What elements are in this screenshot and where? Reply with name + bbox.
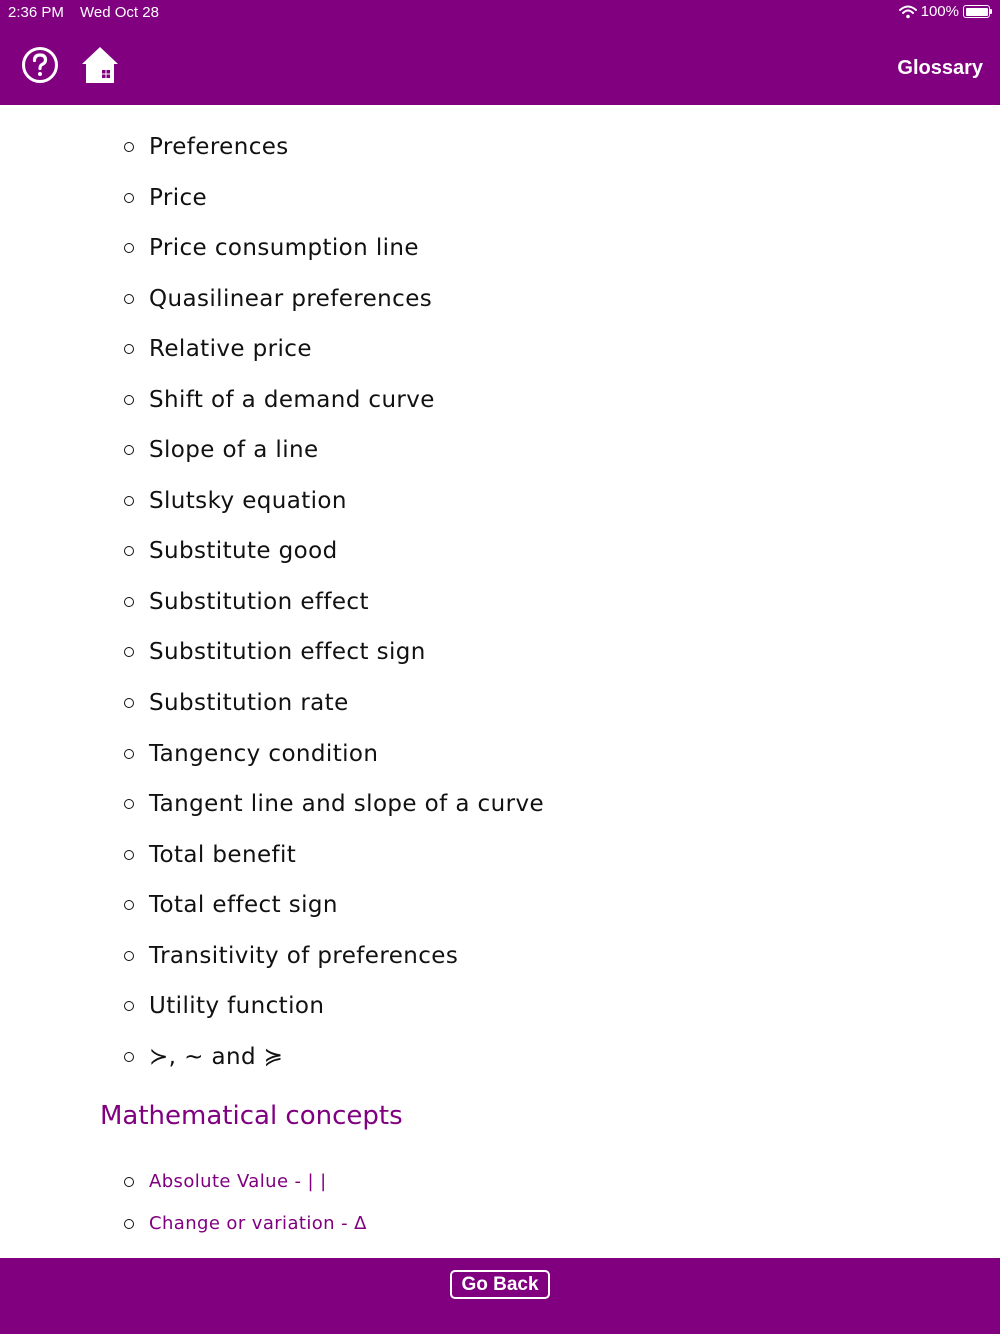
go-back-button[interactable]: Go Back [450,1270,550,1299]
list-item[interactable] [0,481,1000,532]
bullet-icon [124,193,134,203]
bullet-icon [124,850,134,860]
term-label: Substitution effect [149,588,369,615]
bullet-icon [124,647,134,657]
list-item[interactable] [0,683,1000,734]
top-bar [0,0,1000,105]
list-item[interactable] [0,531,1000,582]
term-label: Substitute good [149,538,338,565]
term-label: Total benefit [149,841,297,868]
list-item[interactable] [0,582,1000,633]
term-label: Utility function [149,993,325,1020]
bullet-icon [124,1219,134,1229]
term-label: Substitution effect sign [149,639,426,666]
term-label: Price consumption line [149,235,419,262]
bullet-icon [124,395,134,405]
term-label: Tangent line and slope of a curve [149,791,545,818]
list-item[interactable] [0,228,1000,279]
term-label: Total effect sign [149,892,338,919]
status-date: Wed Oct 28 [80,4,159,21]
term-label: Tangency condition [149,740,379,767]
bullet-icon [124,142,134,152]
section-title: Mathematical concepts [100,1101,403,1131]
content-area[interactable] [0,105,1000,1258]
math-concept-list [0,1167,1000,1251]
list-item[interactable] [0,1167,1000,1209]
list-item[interactable] [0,885,1000,936]
term-label: Price [149,184,208,211]
bullet-icon [124,597,134,607]
term-label: Shift of a demand curve [149,386,435,413]
term-label: Relative price [149,336,312,363]
bullet-icon [124,749,134,759]
bottom-bar [0,1258,1000,1334]
list-item[interactable] [0,380,1000,431]
home-icon[interactable] [80,45,120,85]
bullet-icon [124,1177,134,1187]
bullet-icon [124,344,134,354]
list-item[interactable] [0,127,1000,178]
math-link[interactable]: Change or variation - Δ [149,1213,367,1234]
list-item[interactable] [0,986,1000,1037]
list-item[interactable] [0,178,1000,229]
list-item[interactable] [0,430,1000,481]
list-item[interactable] [0,329,1000,380]
bullet-icon [124,1052,134,1062]
glossary-link[interactable]: Glossary [897,57,983,79]
bullet-icon [124,294,134,304]
bullet-icon [124,243,134,253]
term-list [0,127,1000,1087]
term-label: Substitution rate [149,690,349,717]
list-item[interactable] [0,1037,1000,1088]
bullet-icon [124,799,134,809]
term-label: Slutsky equation [149,487,347,514]
bullet-icon [124,546,134,556]
term-label: Quasilinear preferences [149,285,433,312]
list-item[interactable] [0,279,1000,330]
battery-percent: 100% [920,3,959,20]
bullet-icon [124,496,134,506]
term-label: Slope of a line [149,437,319,464]
term-label: Preferences [149,134,289,160]
term-label: ≻, ∼ and ≽ [149,1043,284,1070]
question-circle-icon[interactable] [21,46,59,84]
list-item[interactable] [0,1209,1000,1251]
term-label: Transitivity of preferences [149,942,459,969]
list-item[interactable] [0,632,1000,683]
list-item[interactable] [0,784,1000,835]
wifi-icon [899,5,917,19]
bullet-icon [124,951,134,961]
list-item[interactable] [0,734,1000,785]
bullet-icon [124,1001,134,1011]
bullet-icon [124,900,134,910]
list-item[interactable] [0,835,1000,886]
battery-icon [963,5,992,18]
bullet-icon [124,445,134,455]
status-indicators [899,3,992,20]
bullet-icon [124,698,134,708]
math-link[interactable]: Absolute Value - | | [149,1171,327,1192]
status-time: 2:36 PM [8,4,64,21]
list-item[interactable] [0,936,1000,987]
